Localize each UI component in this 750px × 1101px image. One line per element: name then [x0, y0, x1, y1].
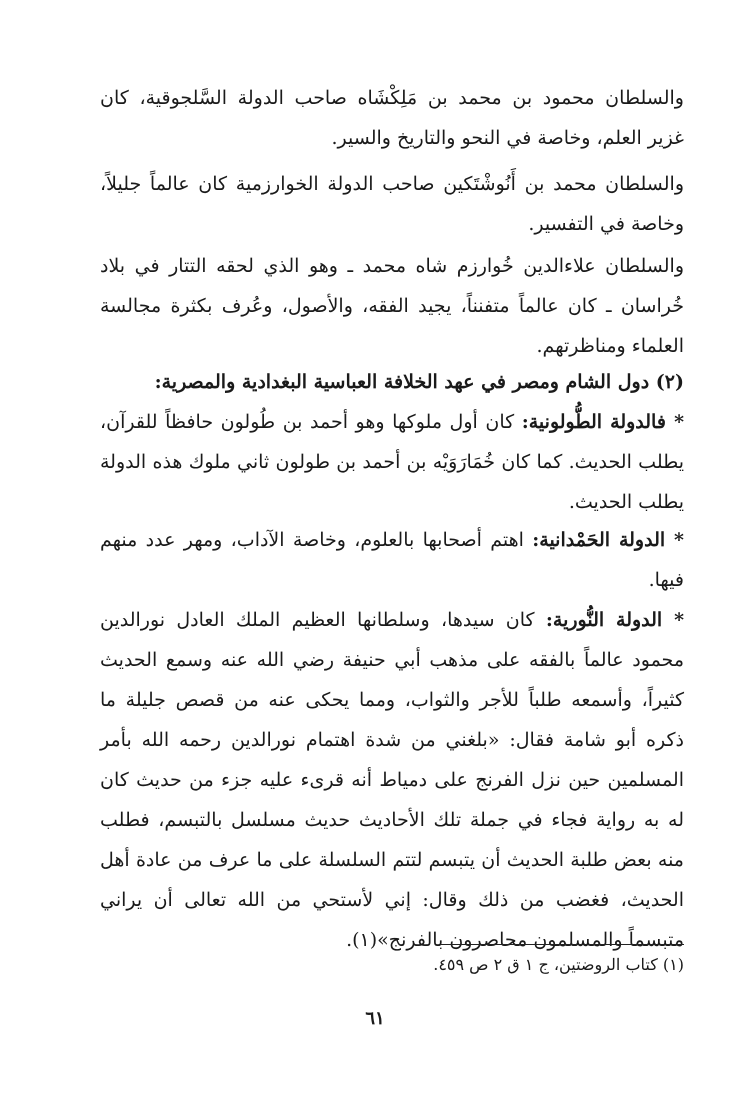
paragraph-seljuk-sultan: والسلطان محمود بن محمد بن مَلِكْشَاه صاحب الدولة السَّلجوقية، كان غزير العلم، وخاصة في النحو والتاريخ والسير.	[100, 87, 684, 149]
hamdanid-text: اهتم أصحابها بالعلوم، وخاصة الآداب، ومهر عدد منهم فيها.	[100, 529, 684, 591]
tulunid-label: * فالدولة الطُّولونية:	[521, 411, 685, 433]
tulunid-text: كان أول ملوكها وهو أحمد بن طُولون حافظاً للقرآن، يطلب الحديث. كما كان خُمَارَوَيْه بن أحمد بن طولون ثاني ملوك هذه الدولة يطلب الحديث.	[100, 411, 684, 513]
nurid-label: * الدولة النُّورية:	[545, 609, 685, 631]
footnote-divider	[440, 944, 684, 945]
section-heading: (٢) دول الشام ومصر في عهد الخلافة العباسية البغدادية والمصرية:	[154, 371, 684, 393]
paragraph-khwarazmian-sultan: والسلطان محمد بن أَنُوشْتَكين صاحب الدولة الخوارزمية كان عالماً جليلاً، وخاصة في التفسير.	[100, 173, 684, 235]
paragraph-hamdanid-dynasty	[100, 520, 684, 600]
footnote: (١) كتاب الروضتين، ج ١ ق ٢ ص ٤٥٩.	[433, 955, 684, 974]
page-number: ٦١	[365, 1008, 385, 1029]
hamdanid-label: * الدولة الحَمْدانية:	[532, 529, 684, 551]
paragraph-nurid-dynasty	[100, 600, 684, 960]
paragraph-alaeddin-khwarazm-shah: والسلطان علاءالدين خُوارزم شاه محمد ـ وهو الذي لحقه التتار في بلاد خُراسان ـ كان عالماً متفنناً، يجيد الفقه، والأصول، وعُرف بكثرة مجالسة العلماء ومناظرتهم.	[100, 255, 684, 357]
nurid-text: كان سيدها، وسلطانها العظيم الملك العادل نورالدين محمود عالماً بالفقه على مذهب أبي حنيفة رضي الله عنه وسمع الحديث كثيراً، وأسمعه طلباً للأجر والثواب، ومما يحكى عنه من قصص جليلة ما ذكره أبو شامة فقال: «بلغني من شدة اهتمام نورالدين رحمه الله بأمر المسلمين حين نزل الفرنج على دمياط أنه قرىء عليه جزء من حديث كان له به رواية فجاء في جملة تلك الأحاديث حديث مسلسل بالتبسم، فطلب منه بعض طلبة الحديث أن يتبسم لتتم السلسلة على ما عرف من عادة أهل الحديث، فغضب من ذلك وقال: إني لأستحي من الله تعالى أن يراني متبسماً والمسلمون محاصرون بالفرنج»(١).	[100, 609, 684, 951]
paragraph-tulunid-dynasty	[100, 402, 684, 522]
